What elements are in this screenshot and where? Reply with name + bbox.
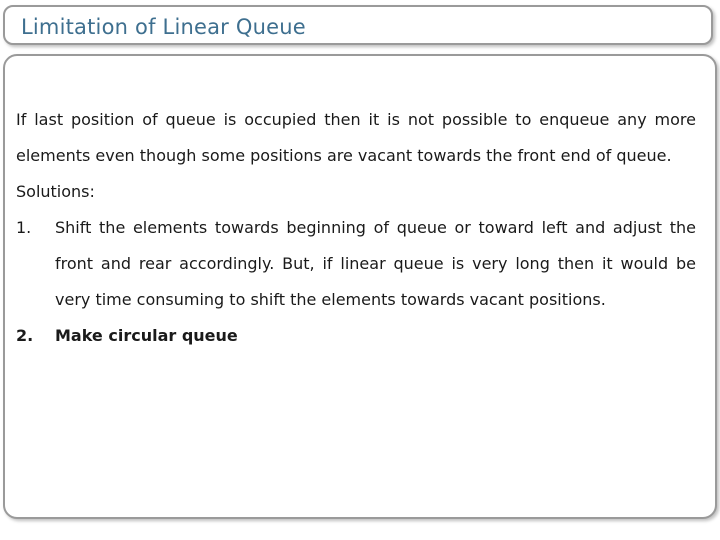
slide-title: Limitation of Linear Queue bbox=[21, 15, 306, 39]
list-item-text: Make circular queue bbox=[55, 326, 238, 345]
solutions-list bbox=[16, 210, 696, 354]
solutions-heading: Solutions: bbox=[16, 182, 95, 201]
title-box bbox=[3, 5, 713, 45]
list-item-number: 2. bbox=[16, 326, 34, 345]
list-item bbox=[16, 318, 696, 354]
list-item bbox=[16, 210, 696, 318]
list-item-number: 1. bbox=[16, 218, 32, 237]
slide-body bbox=[16, 102, 696, 354]
list-item-text: Shift the elements towards beginning of queue or toward left and adjust the front and rear accordingly. But, if linear queue is very long then it would be very time consuming to shift the elements towards vacant positions. bbox=[55, 218, 696, 309]
intro-paragraph: If last position of queue is occupied then it is not possible to enqueue any more elements even though some positions are vacant towards the front end of queue. bbox=[16, 110, 696, 165]
